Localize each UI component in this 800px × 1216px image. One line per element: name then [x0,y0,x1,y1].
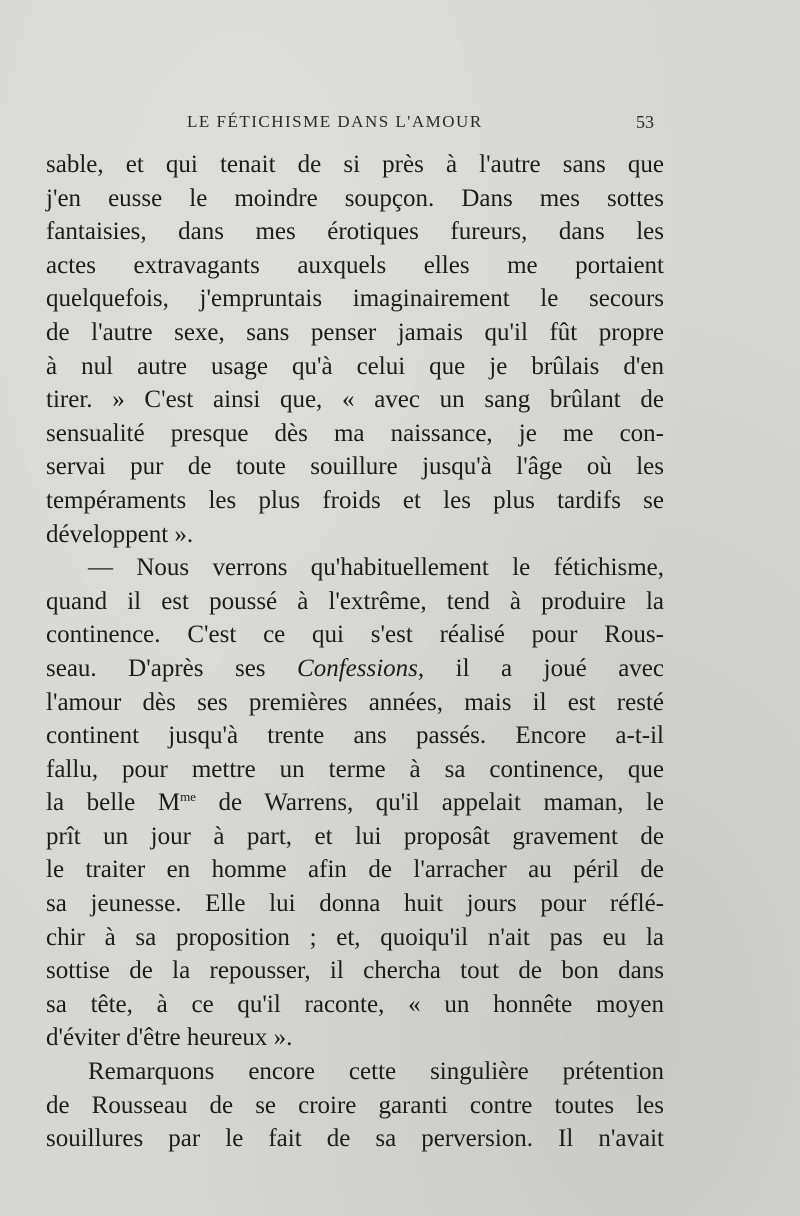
superscript-abbreviation: me [180,789,196,805]
text-line: sa tête, à ce qu'il raconte, « un honnête moyen [46,990,664,1018]
running-head [0,112,800,140]
text-segment: seau. D'après ses [46,654,298,682]
text-line: servai pur de toute souillure jusqu'à l'âge où les [46,453,664,481]
text-line: actes extravagants auxquels elles me portaient [46,251,664,279]
text-block [46,148,664,1156]
paragraph-first-line: Remarquons encore cette singulière prétention [88,1058,664,1086]
page-number: 53 [636,112,654,132]
paragraph-first-line: — Nous verrons qu'habituellement le fétichisme, [88,554,664,582]
text-line [46,652,664,686]
text-line: quelquefois, j'empruntais imaginairement le secours [46,285,664,313]
text-line: quand il est poussé à l'extrême, tend à produire la [46,587,664,615]
text-line: tirer. » C'est ainsi que, « avec un sang brûlant de [46,386,664,414]
text-segment: de Warrens, qu'il appelait maman, le [195,789,664,817]
text-line: fallu, pour mettre un terme à sa continence, que [46,755,664,783]
text-line: j'en eusse le moindre soupçon. Dans mes sottes [46,184,664,212]
text-line: souillures par le fait de sa perversion. Il n'avait [46,1125,664,1153]
text-segment: , il a joué avec [417,654,664,682]
text-line: sable, et qui tenait de si près à l'autre sans que [46,151,664,178]
text-line: fantaisies, dans mes érotiques fureurs, dans les [46,218,664,246]
text-line: l'amour dès ses premières années, mais il est resté [46,688,664,716]
text-line: développent ». [46,520,194,548]
text-line: sa jeunesse. Elle lui donna huit jours pour réflé- [46,890,664,918]
running-title: LE FÉTICHISME DANS L'AMOUR [187,112,483,131]
text-line: à nul autre usage qu'à celui que je brûlais d'en [46,352,664,380]
text-line: prît un jour à part, et lui proposât gravement de [46,822,664,850]
text-line [46,786,664,820]
text-line: sottise de la repousser, il chercha tout de bon dans [46,957,664,985]
text-line: de Rousseau de se croire garanti contre toutes les [46,1091,664,1119]
text-line: continent jusqu'à trente ans passés. Encore a-t-il [46,722,664,750]
text-line: sensualité presque dès ma naissance, je me con- [46,419,664,447]
text-line: de l'autre sexe, sans penser jamais qu'il fût propre [46,318,664,346]
text-line: tempéraments les plus froids et les plus tardifs se [46,486,664,514]
text-line: continence. C'est ce qui s'est réalisé pour Rous- [46,621,664,649]
text-line: d'éviter d'être heureux ». [46,1024,293,1052]
text-line: chir à sa proposition ; et, quoiqu'il n'ait pas eu la [46,923,664,951]
text-line: le traiter en homme afin de l'arracher au péril de [46,856,664,884]
text-segment: la belle M [46,789,181,817]
book-title-italic: Confessions [297,654,418,682]
